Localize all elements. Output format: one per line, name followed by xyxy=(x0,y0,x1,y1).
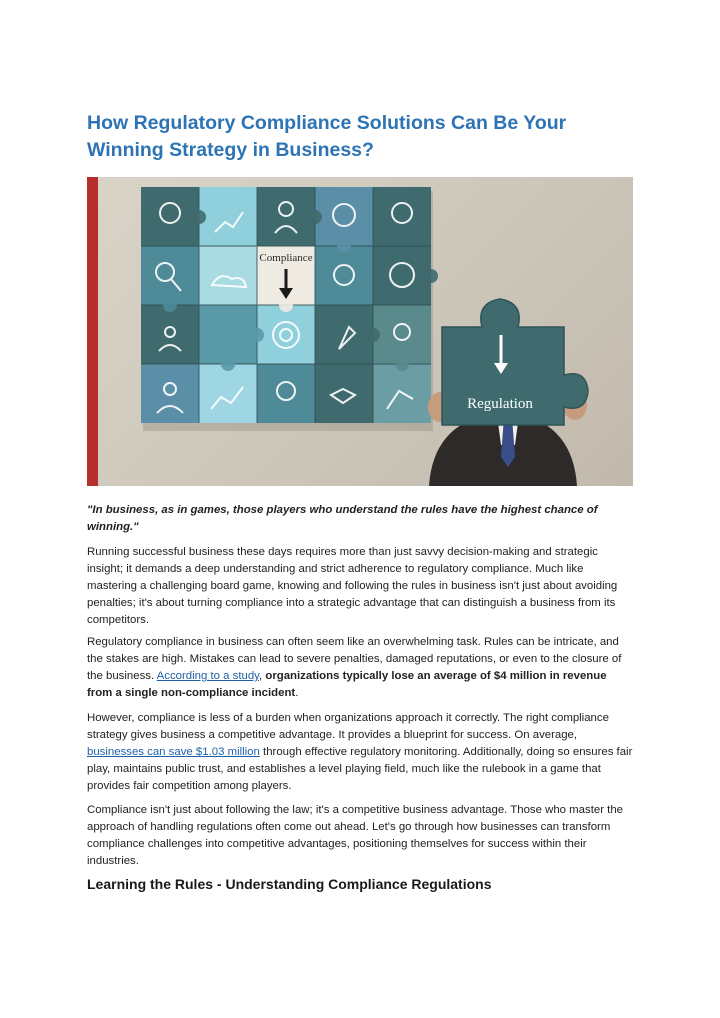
paragraph-4: Compliance isn't just about following the law; it's a competitive business advantage. Those who master the approach of handling regulations often come out ahead. Let's go through how businesses can transform compliance challenges into competitive advantages, positioning themselves for success within their industries. xyxy=(87,804,623,867)
study-link[interactable]: According to a study xyxy=(156,670,260,682)
intro-quote: "In business, as in games, those players who understand the rules have the highest chance of winning." xyxy=(87,504,598,533)
regulation-label: Regulation xyxy=(467,396,533,412)
paragraph-2-comma: , xyxy=(259,670,266,682)
paragraph-2-end: . xyxy=(295,687,299,699)
paragraph-2 xyxy=(87,634,635,702)
savings-link[interactable]: businesses can save $1.03 million xyxy=(87,746,260,758)
puzzle-illustration xyxy=(87,177,633,486)
paragraph-1: Running successful business these days requires more than just savvy decision-making and strategic insight; it demands a deep understanding and strict adherence to regulatory compliance. Much like mastering a challenging board game, knowing and following the rules in business isn't just about avoiding penalties; it's about turning compliance into a strategic advantage that can distinguish a business from its competitors. xyxy=(87,546,618,626)
paragraph-3-rest: through effective regulatory monitoring. Additionally, doing so ensures fair play, maintains public trust, and establishes a level playing field, much like the rulebook in a game that provides fair competition among players. xyxy=(87,746,633,792)
paragraph-3-text: However, compliance is less of a burden when organizations approach it correctly. The right compliance strategy gives business a competitive advantage. It provides a blueprint for success. On average, xyxy=(87,712,609,741)
section-heading: Learning the Rules - Understanding Compliance Regulations xyxy=(87,876,492,892)
paragraph-3 xyxy=(87,710,635,795)
paragraph-2-emphasis: organizations typically lose an average of $4 million in revenue from a single non-compliance incident xyxy=(87,670,607,699)
page-title: How Regulatory Compliance Solutions Can Be Your Winning Strategy in Business? xyxy=(87,112,567,162)
compliance-label: Compliance xyxy=(259,252,313,264)
hero-image xyxy=(87,177,633,486)
red-stripe xyxy=(87,177,98,486)
paragraph-2-text: Regulatory compliance in business can often seem like an overwhelming task. Rules can be intricate, and the stakes are high. Mistakes can lead to severe penalties, damaged reputations, or even to the closure of the business. xyxy=(87,636,622,682)
